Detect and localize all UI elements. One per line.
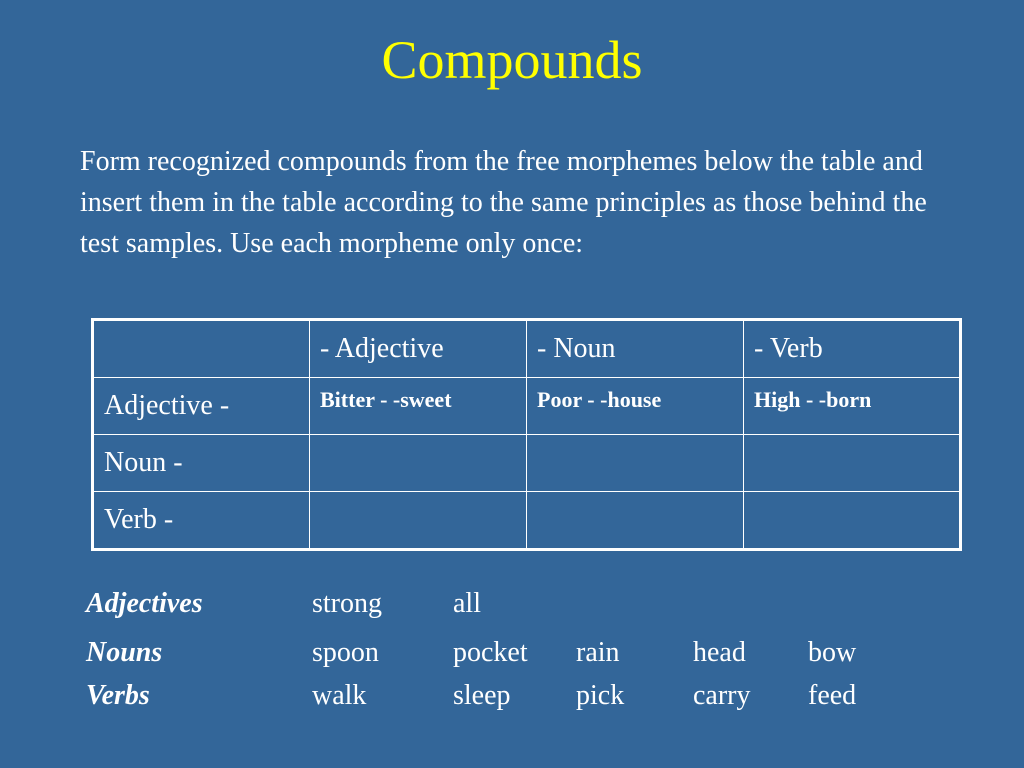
table-row-noun — [93, 435, 961, 492]
slide-title: Compounds — [381, 30, 643, 90]
morpheme-word: walk — [312, 680, 367, 711]
table-cell[interactable] — [744, 378, 961, 435]
sample-compound: Poor - -house — [537, 387, 662, 412]
table-cell[interactable] — [527, 492, 744, 550]
morpheme-word: feed — [808, 680, 857, 711]
sample-compound: High - -born — [754, 387, 872, 412]
compounds-table — [91, 318, 962, 551]
row-header-adjective: Adjective - — [93, 378, 310, 435]
sample-compound: Bitter - -sweet — [320, 387, 452, 412]
morpheme-word: rain — [576, 637, 620, 668]
table-row-adjective — [93, 378, 961, 435]
morpheme-word: pick — [576, 680, 625, 711]
morpheme-word: bow — [808, 637, 857, 668]
table-header-row — [93, 320, 961, 378]
table-cell[interactable] — [310, 378, 527, 435]
instructions-text: Form recognized compounds from the free morphemes below the table and insert them in the table according to the same principles as those behind the test samples. Use each morpheme only once: — [80, 146, 927, 259]
row-header-verb: Verb - — [93, 492, 310, 550]
verbs-label: Verbs — [86, 680, 150, 711]
row-header-noun: Noun - — [93, 435, 310, 492]
morpheme-word: strong — [312, 588, 382, 619]
table-row-verb — [93, 492, 961, 550]
table-cell[interactable] — [310, 492, 527, 550]
column-header-noun: - Noun — [527, 320, 744, 378]
column-header-adjective: - Adjective — [310, 320, 527, 378]
table-corner-cell — [93, 320, 310, 378]
morpheme-word: all — [453, 588, 481, 619]
table-cell[interactable] — [527, 435, 744, 492]
morpheme-word: head — [693, 637, 746, 668]
morpheme-word: carry — [693, 680, 751, 711]
morpheme-word: pocket — [453, 637, 528, 668]
table-cell[interactable] — [310, 435, 527, 492]
table-cell[interactable] — [527, 378, 744, 435]
morpheme-word: sleep — [453, 680, 511, 711]
table-cell[interactable] — [744, 492, 961, 550]
table-cell[interactable] — [744, 435, 961, 492]
column-header-verb: - Verb — [744, 320, 961, 378]
morpheme-word: spoon — [312, 637, 379, 668]
nouns-label: Nouns — [86, 637, 163, 668]
adjectives-label: Adjectives — [86, 588, 203, 619]
